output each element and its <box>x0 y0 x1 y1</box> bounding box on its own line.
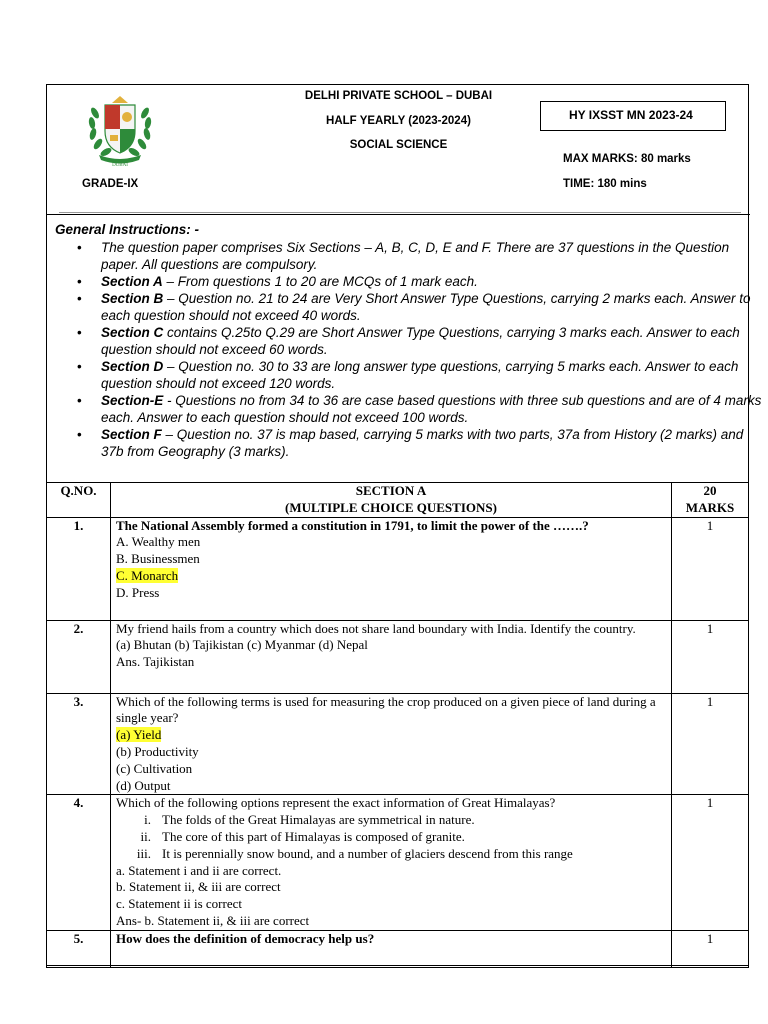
instruction-text: – Question no. 30 to 33 are long answer type questions, carrying 5 marks each. Answer to each question should not exceed 120 words. <box>101 359 739 391</box>
max-marks-value: 80 marks <box>640 153 691 165</box>
option-text: B. Businessmen <box>116 551 200 567</box>
instruction-section-label: Section B <box>101 291 164 306</box>
question-row <box>47 620 749 693</box>
answer-option <box>116 913 666 930</box>
max-marks <box>563 153 691 165</box>
question-text: Which of the following options represent the exact information of Great Himalayas? <box>116 795 556 811</box>
questions-table <box>46 482 749 968</box>
instruction-section-label: Section-E <box>101 393 164 408</box>
subject-title: SOCIAL SCIENCE <box>349 139 448 151</box>
question-cell <box>111 930 672 967</box>
option-text: Ans- b. Statement ii, & iii are correct <box>116 912 310 928</box>
instruction-item <box>101 358 766 392</box>
answer-option <box>116 761 666 778</box>
option-text: b. Statement ii, & iii are correct <box>116 879 281 895</box>
question-number: 5. <box>47 930 111 967</box>
question-number: 2. <box>47 620 111 693</box>
section-marks-number: 20 <box>703 483 717 498</box>
instruction-section-label: Section D <box>101 359 164 374</box>
section-title: SECTION A <box>355 483 427 498</box>
question-text: The National Assembly formed a constitution in 1791, to limit the power of the …….? <box>116 517 589 533</box>
instruction-section-label: Section A <box>101 274 163 289</box>
instruction-item <box>101 392 766 426</box>
col-qno-header: Q.NO. <box>47 483 111 518</box>
statement-text: The folds of the Great Himalayas are symmetrical in nature. <box>162 812 475 828</box>
school-crest-logo <box>85 93 155 169</box>
question-row <box>47 795 749 930</box>
max-marks-label: MAX MARKS: <box>563 153 638 165</box>
statement-numeral: i. <box>144 812 151 828</box>
question-marks: 1 <box>672 517 749 620</box>
instructions-list <box>75 239 766 460</box>
question-text: My friend hails from a country which does not share land boundary with India. Identify the country. <box>116 620 636 636</box>
time-allowed <box>563 178 647 190</box>
question-number: 3. <box>47 693 111 795</box>
instruction-item <box>101 426 766 460</box>
question-row <box>47 930 749 967</box>
statement-item <box>116 829 666 846</box>
question-number: 4. <box>47 795 111 930</box>
question-paper <box>46 84 762 966</box>
logo-caption: DUBAI <box>112 163 128 168</box>
option-text: c. Statement ii is correct <box>116 896 242 912</box>
school-name: DELHI PRIVATE SCHOOL – DUBAI <box>304 90 493 102</box>
answer-option <box>116 863 666 880</box>
instruction-text: The question paper comprises Six Sections – A, B, C, D, E and F. There are 37 questions in the Question paper. All questions are compulsory. <box>101 240 730 272</box>
question-marks: 1 <box>672 693 749 795</box>
instructions-title: General Instructions: - <box>55 222 200 237</box>
statement-text: It is perennially snow bound, and a number of glaciers descend from this range <box>162 845 573 861</box>
instruction-item <box>101 290 766 324</box>
answer-option <box>116 727 666 744</box>
section-marks-label: MARKS <box>685 499 735 515</box>
section-subtitle: (MULTIPLE CHOICE QUESTIONS) <box>285 499 497 515</box>
section-header <box>111 483 672 518</box>
answer-option <box>116 551 666 568</box>
statement-item <box>116 812 666 829</box>
marks-header <box>672 483 749 518</box>
question-number: 1. <box>47 517 111 620</box>
answer-option <box>116 778 666 795</box>
exam-title: HALF YEARLY (2023-2024) <box>326 115 471 127</box>
paper-code-box <box>540 101 726 131</box>
option-text: D. Press <box>116 584 160 600</box>
option-text: (c) Cultivation <box>116 760 193 776</box>
answer-option <box>116 534 666 551</box>
answer-option <box>116 744 666 761</box>
instruction-text: contains Q.25to Q.29 are Short Answer Type Questions, carrying 3 marks each. Answer to each question should not exceed 60 words. <box>101 325 740 357</box>
statement-item <box>116 846 666 863</box>
answer-option <box>116 879 666 896</box>
question-cell <box>111 795 672 930</box>
header-bottom-border <box>47 214 750 215</box>
option-text: (b) Productivity <box>116 743 199 759</box>
statement-numeral: ii. <box>140 828 151 844</box>
answer-option <box>116 654 666 671</box>
instruction-text: – From questions 1 to 20 are MCQs of 1 mark each. <box>162 274 478 289</box>
question-row <box>47 693 749 795</box>
answer-option <box>116 896 666 913</box>
question-marks: 1 <box>672 930 749 967</box>
time-label: TIME: <box>563 178 595 190</box>
option-text: (d) Output <box>116 777 171 793</box>
option-text: a. Statement i and ii are correct. <box>116 862 282 878</box>
time-value: 180 mins <box>597 178 647 190</box>
option-text: A. Wealthy men <box>116 534 201 550</box>
question-cell <box>111 620 672 693</box>
question-text: Which of the following terms is used for measuring the crop produced on a given piece of land during a single year? <box>116 693 656 726</box>
instruction-text: – Question no. 37 is map based, carrying 5 marks with two parts, 37a from History (2 marks) and 37b from Geography (3 marks). <box>101 427 744 459</box>
instruction-text: - Questions no from 34 to 36 are case based questions with three sub questions and are of 4 marks each. Answer to each question should not exceed 100 words. <box>101 393 762 425</box>
instruction-section-label: Section F <box>101 427 162 442</box>
option-text: Ans. Tajikistan <box>116 654 195 670</box>
question-cell <box>111 517 672 620</box>
header-divider <box>59 212 741 213</box>
question-marks: 1 <box>672 795 749 930</box>
answer-option <box>116 585 666 602</box>
instruction-section-label: Section C <box>101 325 164 340</box>
instruction-item <box>101 324 766 358</box>
highlighted-answer: (a) Yield <box>116 727 162 743</box>
instruction-item <box>101 239 766 273</box>
grade-label: GRADE-IX <box>82 178 139 190</box>
instruction-text: – Question no. 21 to 24 are Very Short Answer Type Questions, carrying 2 marks each. Answer to each question should not exceed 40 words. <box>101 291 751 323</box>
answer-option <box>116 637 666 654</box>
question-row <box>47 517 749 620</box>
question-text: How does the definition of democracy help us? <box>116 930 375 946</box>
question-marks: 1 <box>672 620 749 693</box>
table-header-row <box>47 483 749 518</box>
highlighted-answer: C. Monarch <box>116 567 179 583</box>
answer-option <box>116 568 666 585</box>
option-text: (a) Bhutan (b) Tajikistan (c) Myanmar (d) Nepal <box>116 637 368 653</box>
instruction-item <box>101 273 766 290</box>
paper-code: HY IXSST MN 2023-24 <box>569 108 693 122</box>
statement-numeral: iii. <box>136 845 151 861</box>
statement-text: The core of this part of Himalayas is composed of granite. <box>162 828 465 844</box>
question-cell <box>111 693 672 795</box>
